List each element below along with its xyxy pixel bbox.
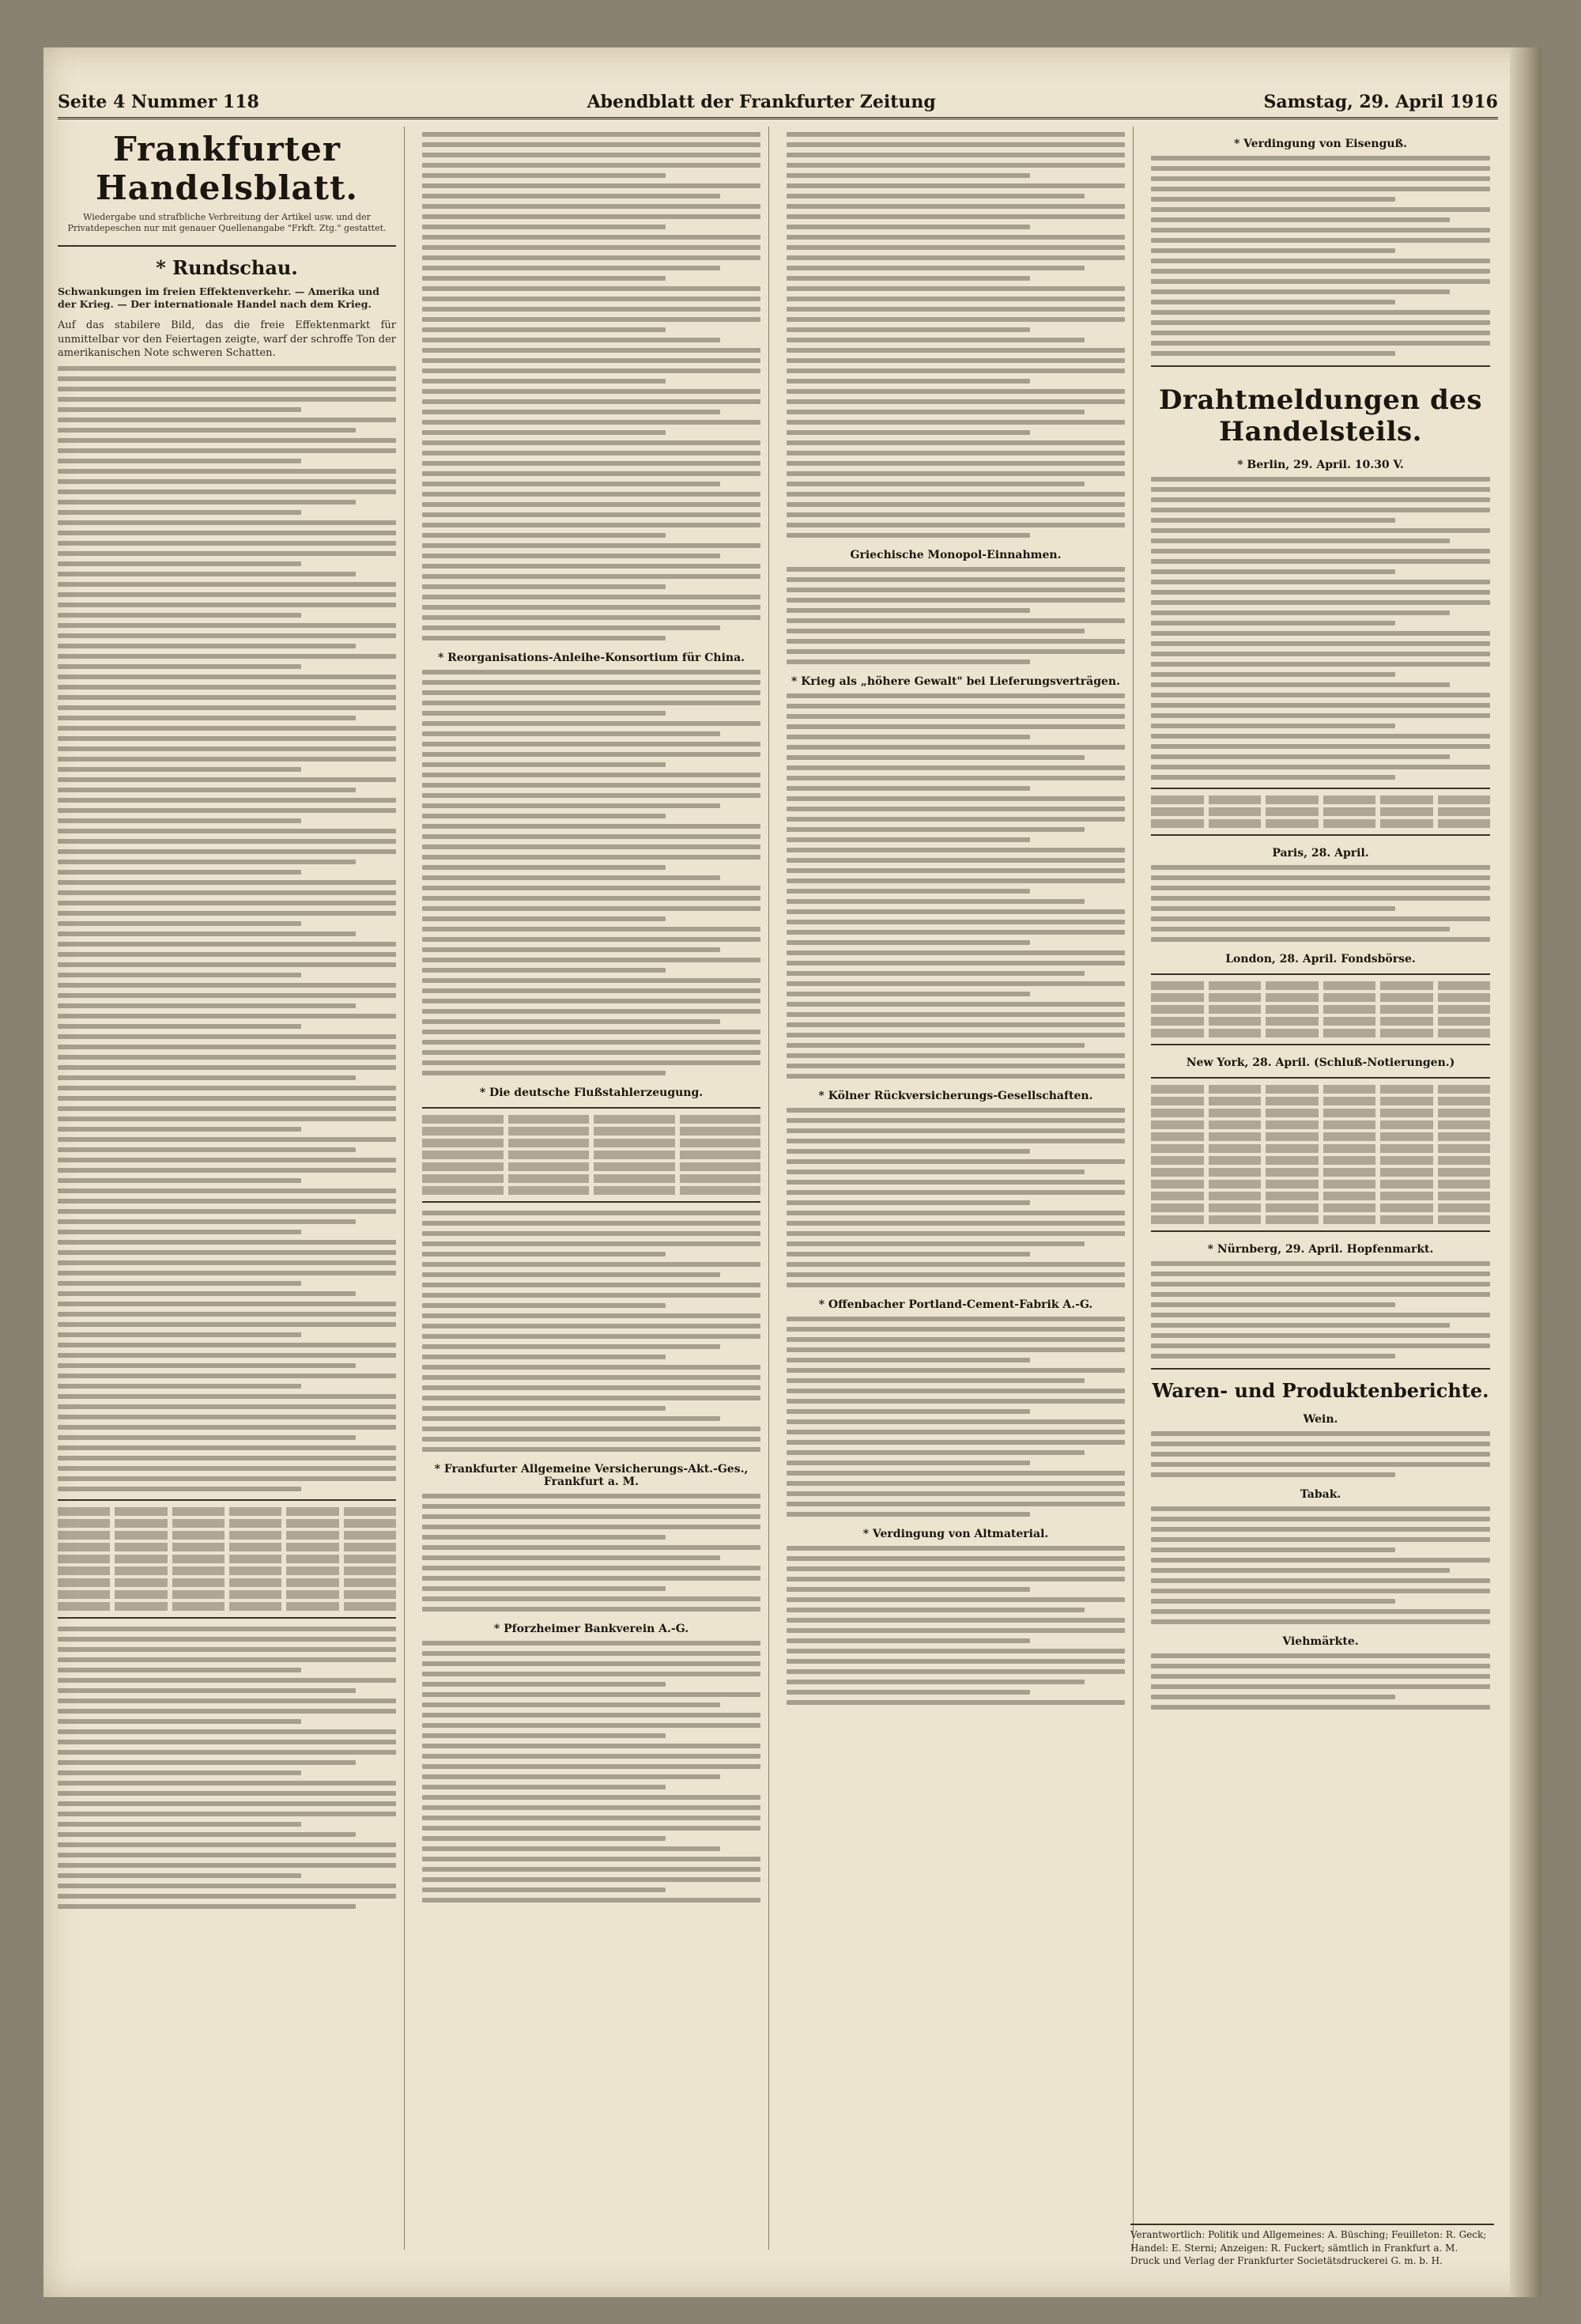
article-heading: Paris, 28. April. xyxy=(1272,847,1369,860)
column-1 xyxy=(58,127,405,2250)
divider xyxy=(1151,1368,1490,1370)
article-body xyxy=(1151,156,1490,356)
column-4 xyxy=(1151,127,1498,2250)
subsection-title: Viehmärkte. xyxy=(1282,1635,1359,1648)
article-body xyxy=(787,693,1125,1079)
article-body-continued xyxy=(58,1627,396,1909)
dateline: * Berlin, 29. April. 10.30 V. xyxy=(1237,459,1404,471)
column-2 xyxy=(422,127,769,2250)
section-title: * Rundschau. xyxy=(156,255,298,279)
imprint xyxy=(1130,2224,1494,2267)
article-body xyxy=(787,1546,1125,1705)
text-columns xyxy=(58,127,1498,2250)
article-heading: * Nürnberg, 29. April. Hopfenmarkt. xyxy=(1207,1243,1434,1256)
article-heading: * Die deutsche Flußstahlerzeugung. xyxy=(479,1086,704,1099)
article-heading: * Verdingung von Eisenguß. xyxy=(1233,138,1408,150)
article-heading: * Pforzheimer Bankverein A.-G. xyxy=(493,1623,689,1635)
section-title: Waren- und Produktenberichte. xyxy=(1152,1379,1489,1402)
stock-table xyxy=(58,1499,396,1619)
article-heading: Griechische Monopol-Einnahmen. xyxy=(850,549,1062,561)
article-body xyxy=(1151,477,1490,780)
article-heading: * Verdingung von Altmaterial. xyxy=(862,1528,1049,1540)
subsection-title: Tabak. xyxy=(1300,1488,1341,1501)
column-3 xyxy=(787,127,1134,2250)
exchange-rate-table xyxy=(1151,788,1490,836)
section-masthead: Frankfurter Handelsblatt. xyxy=(95,130,359,207)
divider xyxy=(58,245,396,247)
divider xyxy=(1151,365,1490,367)
newspaper-page xyxy=(43,47,1541,2297)
article-body xyxy=(1151,1653,1490,1710)
article-body xyxy=(58,366,396,1491)
article-heading: * Frankfurter Allgemeine Versicherungs-Akt.-Ges., Frankfurt a. M. xyxy=(434,1463,749,1488)
article-body xyxy=(422,670,760,1075)
article-heading: * Offenbacher Portland-Cement-Fabrik A.-G. xyxy=(818,1298,1093,1311)
article-body xyxy=(422,1494,760,1612)
section-title: Drahtmeldungen des Handelsteils. xyxy=(1158,384,1483,448)
steel-production-table xyxy=(422,1107,760,1203)
article-lede: Schwankungen im freien Effektenverkehr. — Amerika und der Krieg. — Der internationale Handel nach dem Krieg. xyxy=(58,285,379,310)
article-heading: London, 28. April. Fondsbörse. xyxy=(1225,953,1416,965)
article-heading: * Krieg als „höhere Gewalt" bei Lieferungsverträgen. xyxy=(791,675,1120,688)
london-stock-table xyxy=(1151,973,1490,1045)
article-heading: * Kölner Rückversicherungs-Gesellschaften. xyxy=(818,1090,1093,1102)
article-body xyxy=(422,132,760,641)
article-intro: Auf das stabilere Bild, das die freie Effektenmarkt für unmittelbar vor den Feiertagen zeigte, warf der schroffe Ton der amerikanischen Note schweren Schatten. xyxy=(58,319,396,360)
newspaper-title: Abendblatt der Frankfurter Zeitung xyxy=(587,92,936,112)
article-body xyxy=(1151,865,1490,942)
article-body xyxy=(787,1108,1125,1287)
article-heading: * Reorganisations-Anleihe-Konsortium für China. xyxy=(437,652,745,664)
imprint-publisher: Druck und Verlag der Frankfurter Societätsdruckerei G. m. b. H. xyxy=(1130,2254,1443,2266)
article-body xyxy=(1151,1431,1490,1477)
page-number: Seite 4 Nummer 118 xyxy=(58,92,259,112)
article-body xyxy=(1151,1506,1490,1624)
page-header xyxy=(58,85,1498,119)
article-body xyxy=(787,1317,1125,1517)
issue-date: Samstag, 29. April 1916 xyxy=(1263,92,1498,112)
imprint-editors: Verantwortlich: Politik und Allgemeines: A. Büsching; Feuilleton: R. Geck; Handel: E. Sterni; Anzeigen: R. Fuckert; sämtlich in Frankfurt a. M. xyxy=(1130,2229,1487,2254)
subsection-title: Wein. xyxy=(1303,1413,1338,1426)
book-binding xyxy=(1510,47,1541,2297)
article-body xyxy=(787,567,1125,664)
article-body xyxy=(787,132,1125,538)
article-heading: New York, 28. April. (Schluß-Notierungen.) xyxy=(1186,1056,1455,1069)
article-body xyxy=(422,1641,760,1903)
reprint-notice: Wiedergabe und strafbliche Verbreitung der Artikel usw. und der Privatdepeschen nur mit genauer Quellenangabe "Frkft. Ztg." gestattet. xyxy=(67,212,387,233)
article-body xyxy=(422,1211,760,1452)
article-body xyxy=(1151,1261,1490,1359)
new-york-stock-table xyxy=(1151,1077,1490,1232)
